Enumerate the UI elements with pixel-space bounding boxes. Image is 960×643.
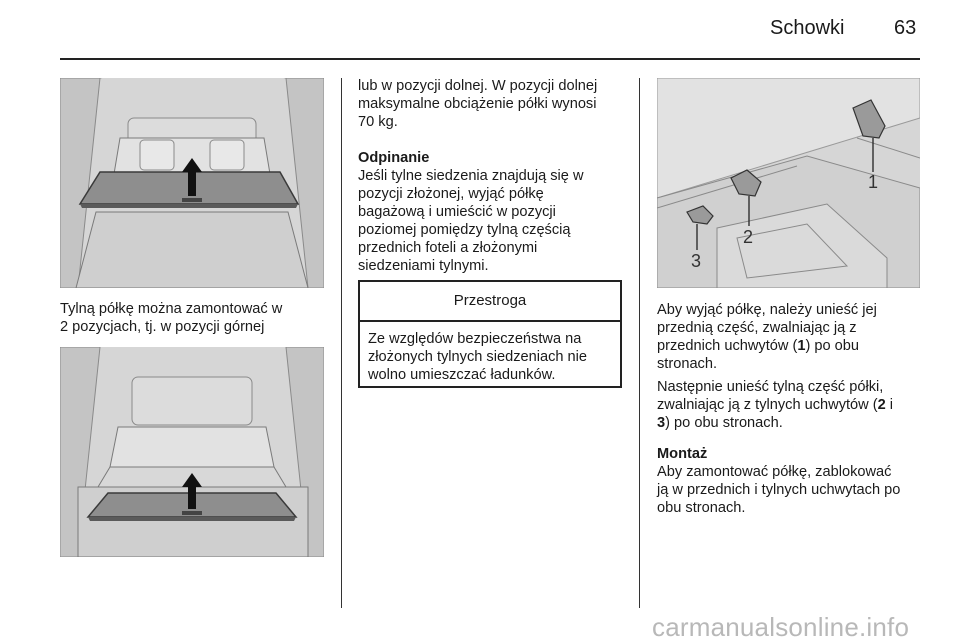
warning-box — [358, 280, 622, 388]
section-heading-odpinanie: Odpinanie — [358, 150, 430, 166]
watermark: carmanualsonline.info — [652, 612, 910, 642]
column-divider — [639, 78, 640, 608]
header-divider — [60, 58, 920, 60]
caption-left: Tylną półkę można zamontować w 2 pozycjach, tj. w pozycji górnej — [60, 301, 283, 335]
intro-paragraph: lub w pozycji dolnej. W pozycji dolnej maksymalne obciążenie półki wynosi 70 kg. — [358, 78, 598, 130]
paragraph-install: Aby zamontować półkę, zablokować ją w przednich i tylnych uchwytach po obu stronach. — [657, 464, 901, 516]
odpinanie-paragraph: Jeśli tylne siedzenia znajdują się w pozycji złożonej, wyjąć półkę bagażową i umieścić w pozycji poziomej pomiędzy tylną częścią przednich foteli a złożonymi siedzeniami tylnymi. — [358, 168, 584, 274]
column-divider — [341, 78, 342, 608]
callout-2: 2 — [743, 227, 754, 247]
section-heading-montaz: Montaż — [657, 446, 708, 462]
page-header-title: Schowki — [770, 17, 845, 39]
warning-body: Ze względów bezpieczeństwa na złożonych tylnych siedzeniach nie wolno umieszczać ładunków. — [368, 331, 588, 383]
illustration-shelf-upper — [60, 78, 324, 288]
warning-title: Przestroga — [453, 292, 527, 309]
page-number: 63 — [894, 17, 917, 39]
paragraph-remove-rear: Następnie unieść tylną część półki, zwalniając ją z tylnych uchwytów (2 i 3) po obu stronach. — [657, 379, 894, 431]
illustration-shelf-holders — [657, 78, 920, 288]
paragraph-remove-front: Aby wyjąć półkę, należy unieść jej przednią część, zwalniając ją z przednich uchwytów (1) po obu stronach. — [657, 302, 877, 372]
illustration-shelf-lower — [60, 347, 324, 557]
callout-3: 3 — [691, 251, 702, 271]
callout-1: 1 — [868, 172, 879, 192]
